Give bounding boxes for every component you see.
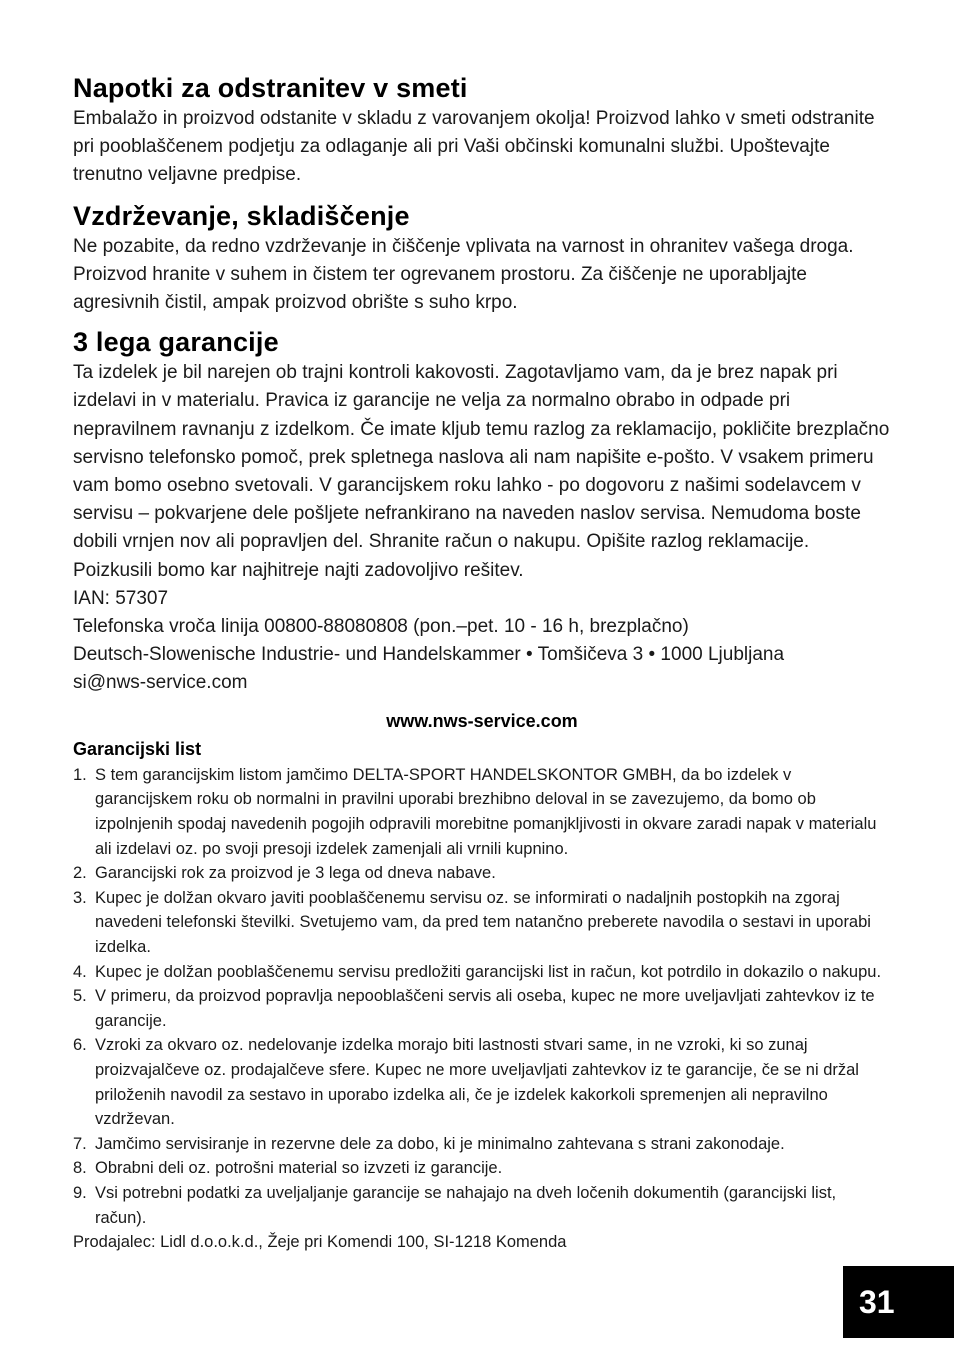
item-text: Kupec je dolžan okvaro javiti pooblaščenemu servisu oz. se informirati o nadaljnih postopkih na zgoraj navedeni telefonski številki. Svetujemo vam, da pred tem natančno preberete navodila o sestavi in uporabi izdelka.	[95, 888, 871, 956]
service-website: www.nws-service.com	[386, 710, 578, 731]
service-email: si@nws-service.com	[73, 671, 248, 693]
warranty-text: Ta izdelek je bil narejen ob trajni kontroli kakovosti. Zagotavljamo vam, da je brez napak pri izdelavi in v materialu. Pravica iz garancije ne velja za normalno obrabo in odpade pri nepravilnem ravnanju z izdelkom. Če imate kljub temu razlog za reklamacijo, pokličite brezplačno servisno telefonsko pomoč, prek spletnega naslova ali nam napišite e-pošto. V vsakem primeru vam bomo osebno svetovali. V garancijskem roku lahko - po dogovoru z našimi sodelavcem v servisu – pokvarjene dele pošljete nefrankirano na naveden naslov servisa. Nemudoma boste dobili vrnjen nov ali popravljen del. Shranite račun o nakupu. Opišite razlog reklamacije. Poizkusili bomo kar najhitreje najti zadovoljivo rešitev.	[73, 362, 890, 581]
list-item	[73, 960, 891, 985]
list-item	[73, 1132, 891, 1157]
item-number: 6.	[73, 1036, 87, 1055]
warranty-title: 3 lega garancije	[73, 327, 279, 358]
item-number: 8.	[73, 1159, 87, 1178]
list-item	[73, 886, 891, 960]
list-item	[73, 763, 891, 861]
hotline-info: Telefonska vroča linija 00800-88080808 (pon.–pet. 10 - 16 h, brezplačno)	[73, 615, 689, 637]
item-number: 2.	[73, 864, 87, 883]
maintenance-text: Ne pozabite, da redno vzdrževanje in čiščenje vplivata na varnost in ohranitev vašega droga. Proizvod hranite v suhem in čistem ter ogrevanem prostoru. Za čiščenje ne uporabljajte agresivnih čistil, ampak proizvod obrište s suho krpo.	[73, 235, 854, 314]
page-number: 31	[843, 1266, 954, 1338]
item-text: Obrabni deli oz. potrošni material so izvzeti iz garancije.	[95, 1159, 503, 1178]
list-item	[73, 861, 891, 886]
item-text: Vzroki za okvaro oz. nedelovanje izdelka morajo biti lastnosti stvari same, in ne vzroki, ki so zunaj proizvajalčeve oz. prodajalčeve sfere. Kupec ne more uveljavljati zahtevkov iz te garancije, če se ni držal priloženih navodil za sestavo in uporabo izdelka ali, če je izdelek kakorkoli spremenjen ali nepravilno vzdrževan.	[95, 1036, 859, 1129]
item-number: 3.	[73, 888, 87, 907]
item-text: Garancijski rok za proizvod je 3 lega od dneva nabave.	[95, 864, 496, 883]
list-item	[73, 1181, 891, 1230]
list-item	[73, 1033, 891, 1131]
page-content	[73, 68, 891, 1255]
disposal-title: Napotki za odstranitev v smeti	[73, 73, 468, 103]
item-number: 7.	[73, 1134, 87, 1153]
warranty-terms-list	[73, 763, 891, 1230]
maintenance-title: Vzdrževanje, skladiščenje	[73, 200, 410, 231]
item-number: 1.	[73, 765, 87, 784]
item-text: Kupec je dolžan pooblaščenemu servisu predložiti garancijski list in račun, kot potrdilo in dokazilo o nakupu.	[95, 962, 882, 981]
item-number: 9.	[73, 1183, 87, 1202]
service-address: Deutsch-Slowenische Industrie- und Handelskammer • Tomšičeva 3 • 1000 Ljubljana	[73, 643, 785, 665]
item-number: 4.	[73, 962, 87, 981]
item-number: 5.	[73, 987, 87, 1006]
ian-number: IAN: 57307	[73, 587, 169, 609]
item-text: Jamčimo servisiranje in rezervne dele za dobo, ki je minimalno zahtevana s strani zakonodaje.	[95, 1134, 785, 1153]
item-text: V primeru, da proizvod popravlja nepooblaščeni servis ali oseba, kupec ne more uveljavljati zahtevkov iz te garancije.	[95, 987, 875, 1030]
list-item	[73, 984, 891, 1033]
warranty-card-title: Garancijski list	[73, 738, 202, 759]
item-text: Vsi potrebni podatki za uveljaljanje garancije se nahajajo na dveh ločenih dokumentih (garancijski list, račun).	[95, 1183, 837, 1227]
item-text: S tem garancijskim listom jamčimo DELTA-SPORT HANDELSKONTOR GMBH, da bo izdelek v garancijskem roku ob normalni in pravilni uporabi brezhibno deloval in se zavezujemo, da bomo ob izpolnjenih spodaj navedenih pogojih odpravili morebitne pomanjkljivosti in okvare zaradi napak v materialu ali izdelavi oz. po svoji presoji izdelek zamenjali ali vrnili kupnino.	[95, 765, 877, 858]
disposal-text: Embalažo in proizvod odstanite v skladu z varovanjem okolja! Proizvod lahko v smeti odstranite pri pooblaščenem podjetju za odlaganje ali pri Vaši občinski komunalni službi. Upoštevajte trenutno veljavne predpise.	[73, 108, 875, 186]
seller-info: Prodajalec: Lidl d.o.o.k.d., Žeje pri Komendi 100, SI-1218 Komenda	[73, 1233, 567, 1252]
list-item	[73, 1156, 891, 1181]
